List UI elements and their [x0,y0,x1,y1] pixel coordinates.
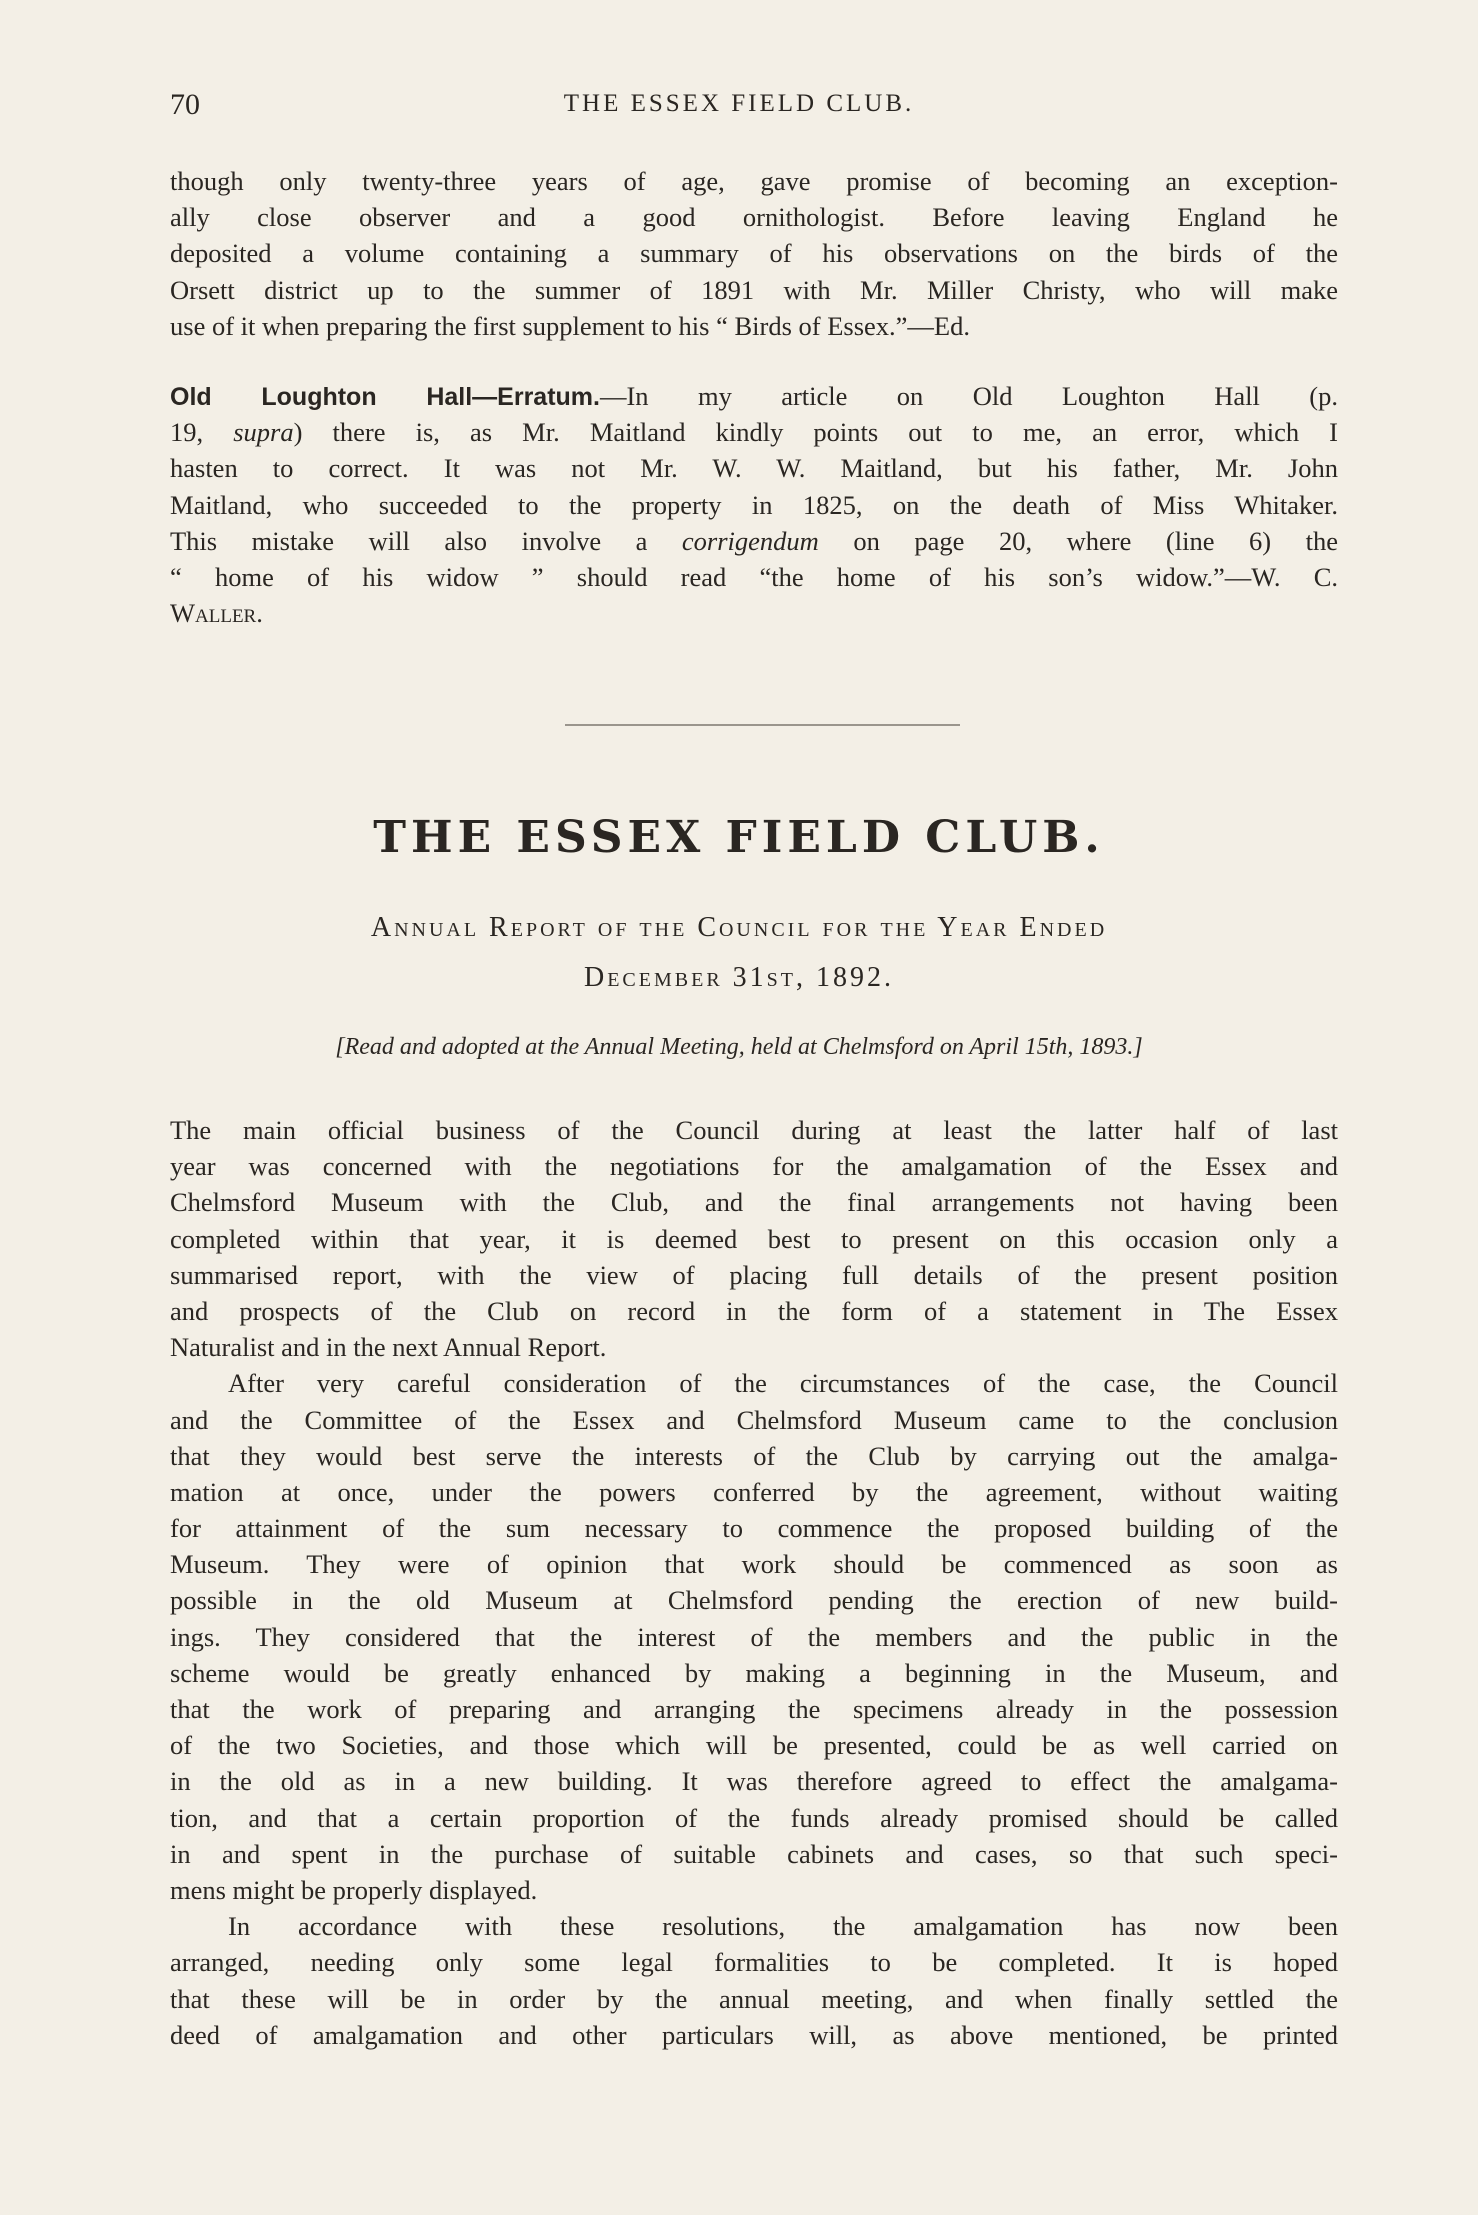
running-head: THE ESSEX FIELD CLUB. [563,90,915,117]
text-line: of the two Societies, and those which will be presented, could be as well carried on [170,1730,1338,1761]
text-line: that they would best serve the interests of the Club by carrying out the amalga- [170,1440,1338,1471]
text-line: 19, supra) there is, as Mr. Maitland kindly points out to me, an error, which I [170,417,1338,448]
text-line: scheme would be greatly enhanced by making a beginning in the Museum, and [170,1657,1338,1688]
text-line: Old Loughton Hall—Erratum.—In my article on Old Loughton Hall (p. [170,381,1338,411]
text-line: and the Committee of the Essex and Chelmsford Museum came to the conclusion [170,1404,1338,1435]
text-line: The main official business of the Council during at least the latter half of last [170,1115,1338,1145]
text-line: summarised report, with the view of placing full details of the present position [170,1259,1338,1290]
text-line: mation at once, under the powers conferred by the agreement, without waiting [170,1476,1338,1507]
text-line: This mistake will also involve a corrigendum on page 20, where (line 6) the [170,525,1338,556]
text-line: “ home of his widow ” should read “the home of his son’s widow.”—W. C. [170,561,1338,592]
page-number: 70 [170,88,200,121]
text-line: Orsett district up to the summer of 1891 with Mr. Miller Christy, who will make [170,274,1338,305]
text-line: and prospects of the Club on record in the form of a statement in The Essex [170,1295,1338,1326]
text-line: mens might be properly displayed. [170,1874,538,1905]
report-body [170,1112,1338,2053]
text-line: deposited a volume containing a summary of his observations on the birds of the [170,238,1338,269]
report-date: December 31st, 1892. [583,962,894,993]
report-subtitle: Annual Report of the Council for the Year Ended [370,912,1108,943]
text-line: for attainment of the sum necessary to commence the proposed building of the [170,1513,1338,1544]
text-line: that the work of preparing and arranging the specimens already in the possession [170,1694,1338,1724]
text-line: deed of amalgamation and other particulars will, as above mentioned, be printed [170,2019,1338,2050]
erratum-paragraph [170,378,1338,631]
text-line: In accordance with these resolutions, the amalgamation has now been [228,1911,1338,1942]
text-line: year was concerned with the negotiations for the amalgamation of the Essex and [170,1151,1338,1182]
text-line: ings. They considered that the interest of the members and the public in the [170,1621,1338,1652]
author-signature: Waller. [170,598,263,629]
text-line: completed within that year, it is deemed best to present on this occasion only a [170,1223,1338,1254]
text-line: ally close observer and a good ornithologist. Before leaving England he [170,202,1338,233]
text-line: Maitland, who succeeded to the property in 1825, on the death of Miss Whitaker. [170,489,1338,520]
text-line: arranged, needing only some legal formalities to be completed. It is hoped [170,1947,1338,1978]
text-line: Chelmsford Museum with the Club, and the final arrangements not having been [170,1187,1338,1218]
editorial-note-paragraph [170,163,1338,344]
text-line: After very careful consideration of the circumstances of the case, the Council [228,1368,1338,1399]
section-divider [565,724,960,726]
text-line: in the old as in a new building. It was therefore agreed to effect the amalgama- [170,1766,1338,1797]
text-line: though only twenty-three years of age, gave promise of becoming an exception- [170,166,1338,196]
text-line: that these will be in order by the annual meeting, and when finally settled the [170,1983,1338,2014]
erratum-heading: Old Loughton Hall—Erratum. [170,383,600,411]
text-line: Museum. They were of opinion that work should be commenced as soon as [170,1549,1338,1580]
text-line: Naturalist and in the next Annual Report. [170,1332,607,1363]
report-note: [Read and adopted at the Annual Meeting, held at Chelmsford on April 15th, 1893.] [335,1034,1143,1060]
text-line: use of it when preparing the first supplement to his “ Birds of Essex.”—Ed. [170,310,970,341]
report-title: THE ESSEX FIELD CLUB. [373,812,1105,863]
text-line: possible in the old Museum at Chelmsford pending the erection of new build- [170,1585,1338,1616]
text-line: in and spent in the purchase of suitable cabinets and cases, so that such speci- [170,1838,1338,1869]
text-line: hasten to correct. It was not Mr. W. W. Maitland, but his father, Mr. John [170,453,1338,484]
text-line: tion, and that a certain proportion of the funds already promised should be called [170,1802,1338,1833]
